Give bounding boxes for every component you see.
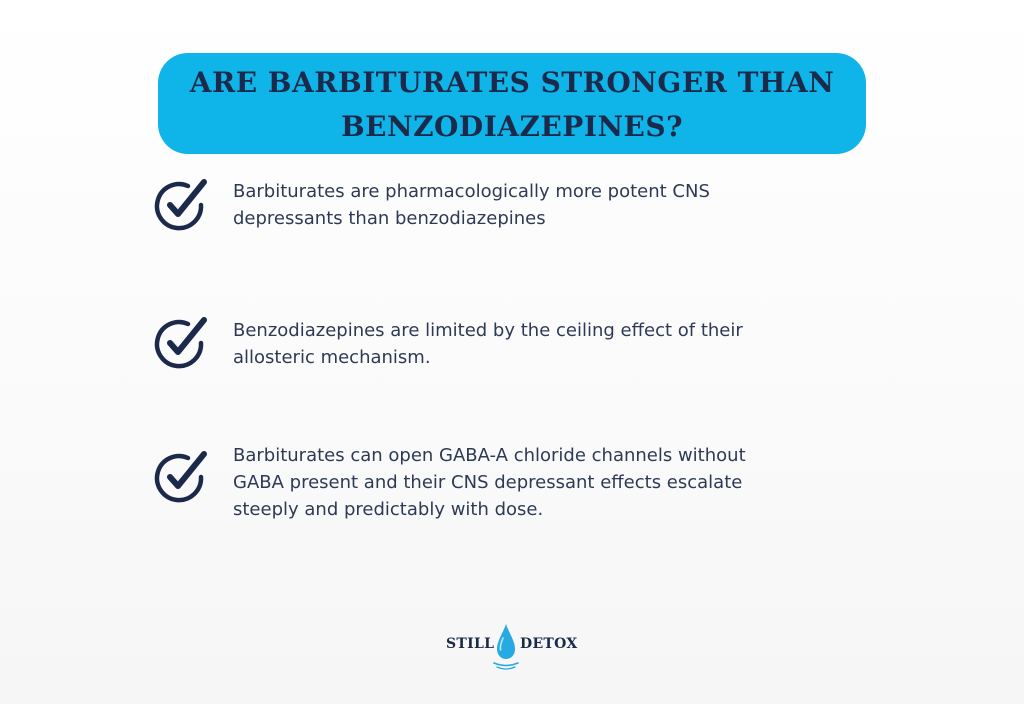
logo-word-still: STILL (446, 636, 495, 652)
check-circle-icon (152, 448, 212, 508)
title-banner (158, 53, 866, 154)
water-drop-icon (492, 622, 520, 674)
title-line-2: BENZODIAZEPINES? (340, 109, 684, 143)
point-text-line: depressants than benzodiazepines (233, 208, 546, 229)
point-text-line: Benzodiazepines are limited by the ceiling effect of their (233, 320, 743, 341)
still-detox-logo (440, 622, 590, 676)
point-text-line: GABA present and their CNS depressant effects escalate (233, 472, 743, 493)
point-text (233, 317, 873, 371)
logo-word-detox: DETOX (520, 636, 578, 652)
check-circle-icon (152, 176, 212, 236)
title-line-1: ARE BARBITURATES STRONGER THAN (189, 65, 835, 99)
point-text-line: Barbiturates are pharmacologically more potent CNS (233, 181, 710, 202)
point-text-line: Barbiturates can open GABA-A chloride channels without (233, 445, 746, 466)
point-text (233, 442, 873, 523)
point-text-line: allosteric mechanism. (233, 347, 431, 368)
point-text-line: steeply and predictably with dose. (233, 499, 544, 520)
point-text (233, 178, 873, 232)
check-circle-icon (152, 314, 212, 374)
